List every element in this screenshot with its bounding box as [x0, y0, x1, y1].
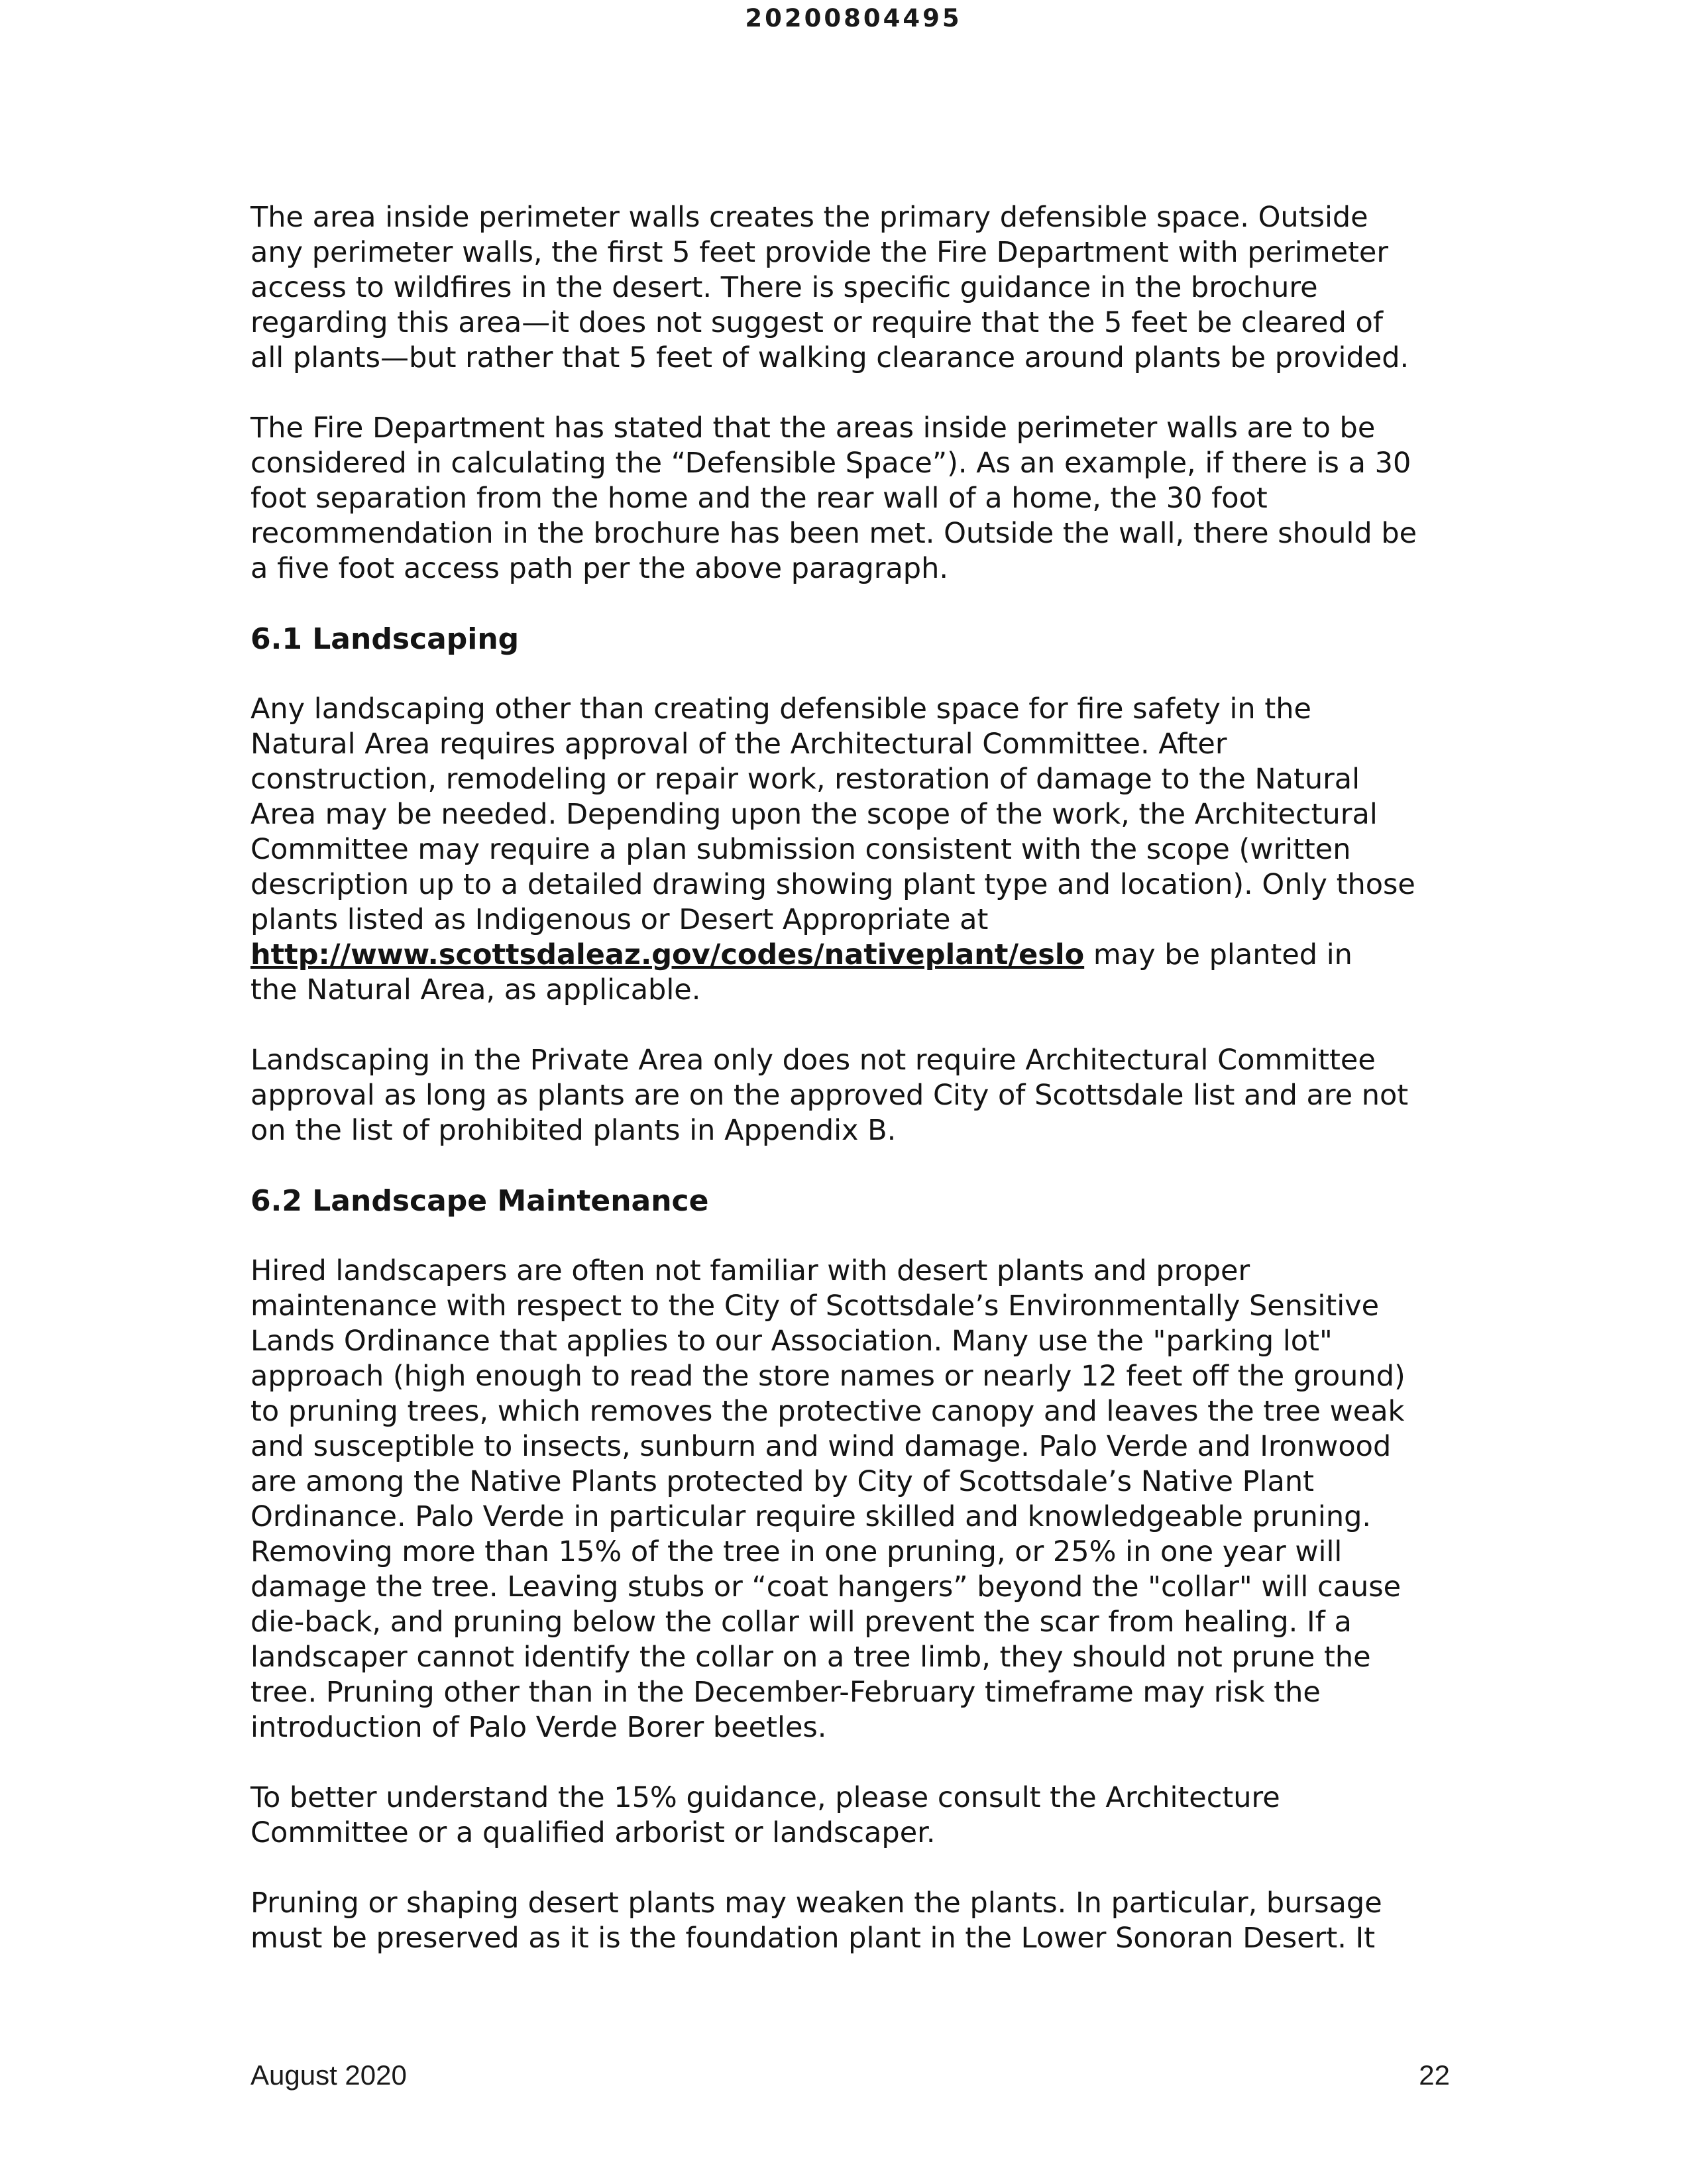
section-heading-landscaping: 6.1 Landscaping	[250, 622, 520, 656]
section-heading-landscape-maintenance: 6.2 Landscape Maintenance	[250, 1184, 709, 1218]
paragraph-fire-department: The Fire Department has stated that the areas inside perimeter walls are to be considered in calculating the “Defensible Space”). As an example, if there is a 30 foot separation from the home and the rear wall of a home, the 30 foot recommendation in the brochure has been met. Outside the wall, there should be a five foot access path per the above paragraph.	[250, 411, 1417, 585]
footer-date: August 2020	[250, 2059, 407, 2091]
paragraph-fifteen-percent: To better understand the 15% guidance, please consult the Architecture Committee or a qualified arborist or landscaper.	[250, 1781, 1280, 1849]
paragraph-private-area: Landscaping in the Private Area only does not require Architectural Committee approval as long as plants are on the approved City of Scottsdale list and are not on the list of prohibited plants in Appendix B.	[250, 1044, 1409, 1147]
paragraph-landscaping-approval	[250, 692, 1463, 1008]
paragraph-pruning-shaping: Pruning or shaping desert plants may weaken the plants. In particular, bursage must be preserved as it is the foundation plant in the Lower Sonoran Desert. It	[250, 1886, 1382, 1955]
document-number: 20200804495	[745, 4, 962, 32]
paragraph-hired-landscapers: Hired landscapers are often not familiar with desert plants and proper maintenance with respect to the City of Scottsdale’s Environmentally Sensitive Lands Ordinance that applies to our Association. Many use the "parking lot" approach (high enough to read the store names or nearly 12 feet off the ground) to pruning trees, which removes the protective canopy and leaves the tree weak and susceptible to insects, sunburn and wind damage. Palo Verde and Ironwood are among the Native Plants protected by City of Scottsdale’s Native Plant Ordinance. Palo Verde in particular require skilled and knowledgeable pruning. Removing more than 15% of the tree in one pruning, or 25% in one year will damage the tree. Leaving stubs or “coat hangers” beyond the "collar" will cause die-back, and pruning below the collar will prevent the scar from healing. If a landscaper cannot identify the collar on a tree limb, they should not prune the tree. Pruning other than in the December-February timeframe may risk the introduction of Palo Verde Borer beetles.	[250, 1254, 1405, 1744]
footer-page-number: 22	[1419, 2059, 1450, 2091]
paragraph-defensible-space: The area inside perimeter walls creates the primary defensible space. Outside any perimeter walls, the first 5 feet provide the Fire Department with perimeter access to wildfires in the desert. There is specific guidance in the brochure regarding this area—it does not suggest or require that the 5 feet be cleared of all plants—but rather that 5 feet of walking clearance around plants be provided.	[250, 201, 1409, 374]
paragraph-text: may be planted in the Natural Area, as applicable.	[250, 938, 1352, 1007]
page-body	[250, 200, 1463, 1956]
paragraph-text: Any landscaping other than creating defensible space for fire safety in the Natural Area requires approval of the Architectural Committee. After construction, remodeling or repair work, restoration of damage to the Natural Area may be needed. Depending upon the scope of the work, the Architectural Committee may require a plan submission consistent with the scope (written description up to a detailed drawing showing plant type and location). Only those plants listed as Indigenous or Desert Appropriate at	[250, 692, 1415, 936]
native-plant-link[interactable]: http://www.scottsdaleaz.gov/codes/nativeplant/eslo	[250, 938, 1085, 971]
